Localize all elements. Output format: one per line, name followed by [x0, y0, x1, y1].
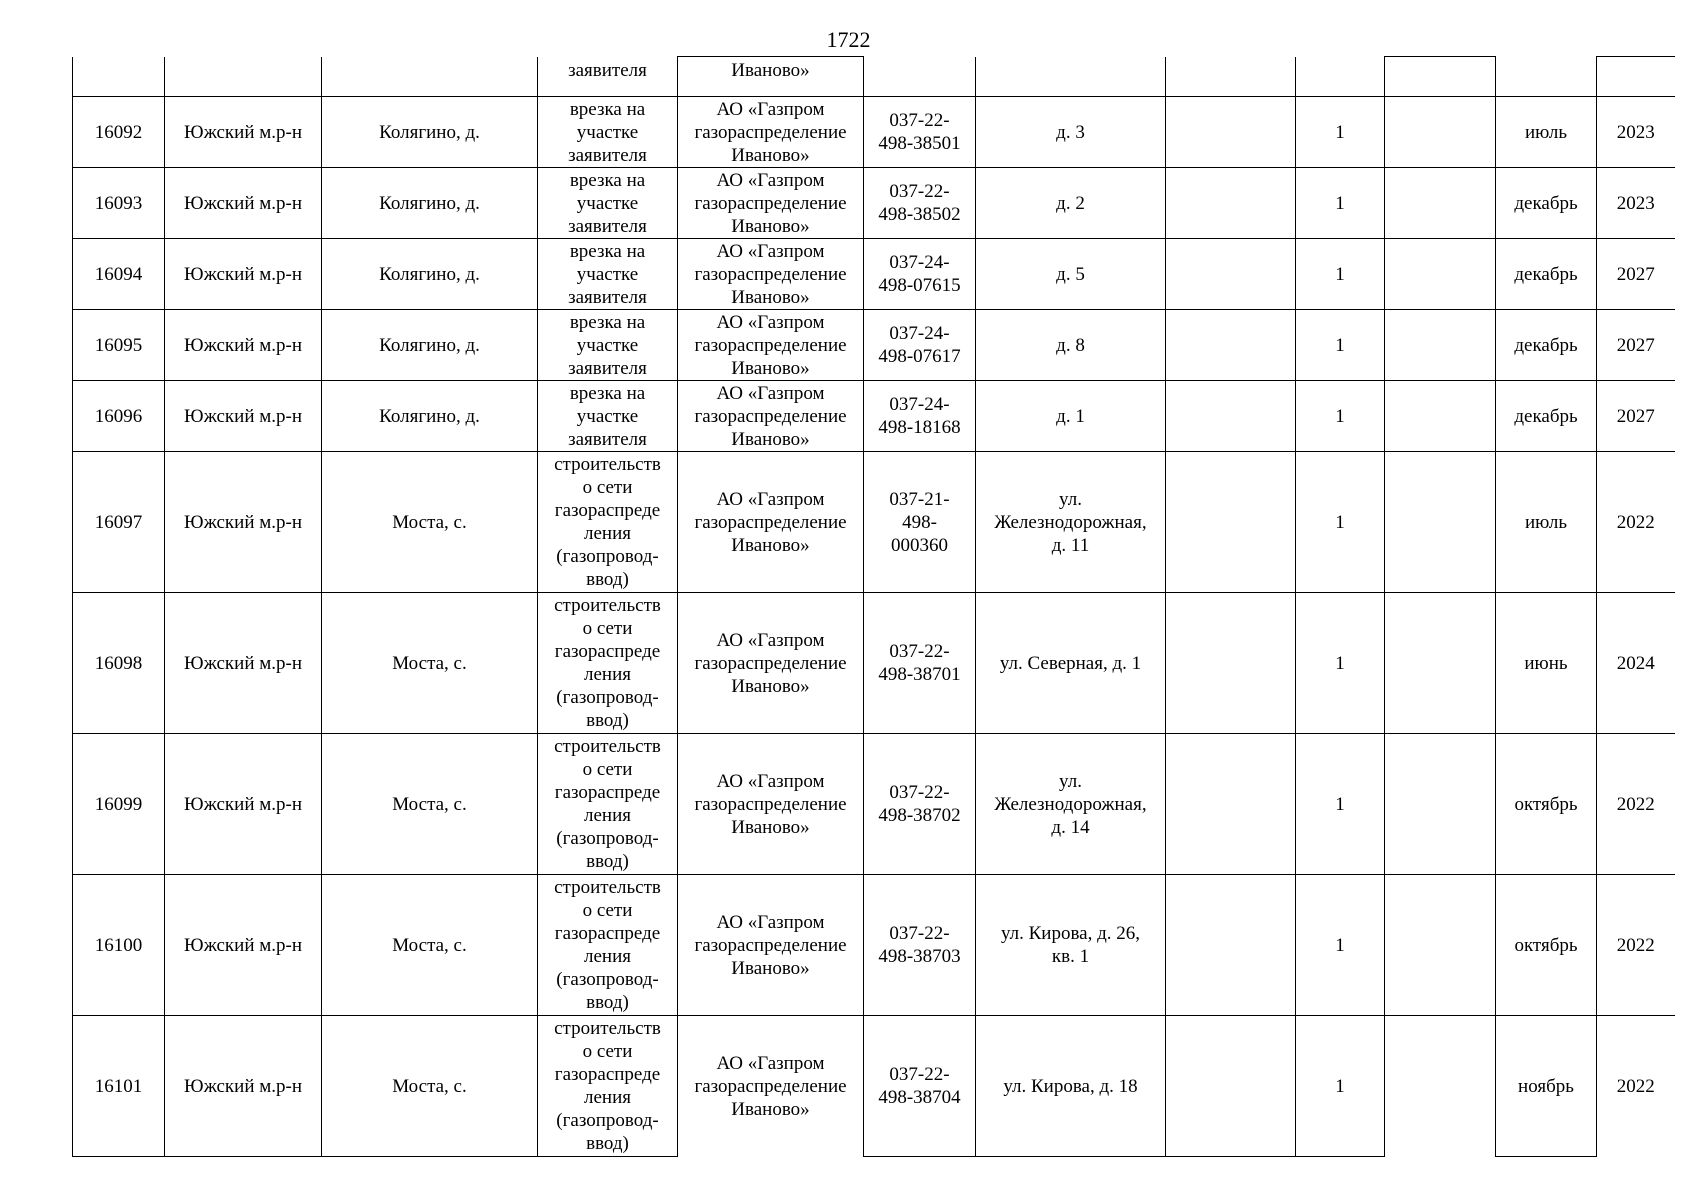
cell-month: июнь: [1496, 593, 1597, 734]
cell-address: д. 8: [976, 310, 1166, 381]
cell-locality: Моста, с.: [322, 593, 538, 734]
table-row: [73, 875, 1675, 1016]
cell-address: ул. Железнодорожная, д. 14: [976, 734, 1166, 875]
cell-code: 037-22- 498-38501: [864, 97, 976, 168]
cell-district: Южский м.р-н: [165, 310, 322, 381]
cell-organization: АО «Газпром газораспределение Иваново»: [678, 97, 864, 168]
cell-locality: Моста, с.: [322, 734, 538, 875]
cell-address: д. 5: [976, 239, 1166, 310]
cell-address: д. 2: [976, 168, 1166, 239]
cell-number: 16101: [73, 1016, 165, 1157]
cell-year: [1597, 57, 1675, 97]
cell-empty: [1385, 593, 1496, 734]
cell-year: 2022: [1597, 1016, 1675, 1157]
cell-address: ул. Железнодорожная, д. 11: [976, 452, 1166, 593]
cell-district: Южский м.р-н: [165, 1016, 322, 1157]
cell-quantity: 1: [1296, 875, 1385, 1016]
cell-organization: АО «Газпром газораспределение Иваново»: [678, 452, 864, 593]
table-row: [73, 168, 1675, 239]
cell-connection-type: строительств о сети газораспреде ления (газопровод- ввод): [538, 452, 678, 593]
cell-month: июль: [1496, 452, 1597, 593]
cell-locality: Моста, с.: [322, 875, 538, 1016]
cell-year: 2022: [1597, 452, 1675, 593]
cell-code: 037-24- 498-07617: [864, 310, 976, 381]
cell-organization: АО «Газпром газораспределение Иваново»: [678, 168, 864, 239]
cell-number: [73, 57, 165, 97]
cell-code: 037-22- 498-38704: [864, 1016, 976, 1157]
cell-address: ул. Северная, д. 1: [976, 593, 1166, 734]
cell-number: 16098: [73, 593, 165, 734]
cell-quantity: 1: [1296, 734, 1385, 875]
cell-quantity: 1: [1296, 310, 1385, 381]
cell-organization: АО «Газпром газораспределение Иваново»: [678, 239, 864, 310]
cell-number: 16099: [73, 734, 165, 875]
table-row: [73, 734, 1675, 875]
cell-connection-type: врезка на участке заявителя: [538, 97, 678, 168]
cell-empty: [1166, 381, 1296, 452]
cell-code: 037-22- 498-38502: [864, 168, 976, 239]
cell-district: Южский м.р-н: [165, 168, 322, 239]
table-row: [73, 381, 1675, 452]
table-body: [73, 57, 1675, 1157]
cell-empty: [1385, 1016, 1496, 1157]
cell-empty: [1385, 310, 1496, 381]
cell-year: 2022: [1597, 875, 1675, 1016]
cell-number: 16100: [73, 875, 165, 1016]
table-row: [73, 452, 1675, 593]
cell-connection-type: врезка на участке заявителя: [538, 168, 678, 239]
cell-month: декабрь: [1496, 381, 1597, 452]
cell-connection-type: строительств о сети газораспреде ления (газопровод- ввод): [538, 593, 678, 734]
table-row: [73, 1016, 1675, 1157]
cell-code: 037-21- 498- 000360: [864, 452, 976, 593]
cell-empty: [1166, 1016, 1296, 1157]
cell-code: 037-22- 498-38701: [864, 593, 976, 734]
cell-connection-type: строительств о сети газораспреде ления (газопровод- ввод): [538, 1016, 678, 1157]
cell-year: 2027: [1597, 239, 1675, 310]
cell-locality: Колягино, д.: [322, 239, 538, 310]
cell-district: Южский м.р-н: [165, 239, 322, 310]
cell-month: октябрь: [1496, 734, 1597, 875]
gas-connection-table: [72, 56, 1675, 1157]
cell-empty: [1385, 381, 1496, 452]
cell-month: декабрь: [1496, 239, 1597, 310]
cell-address: д. 1: [976, 381, 1166, 452]
cell-empty: [1385, 97, 1496, 168]
cell-code: [864, 57, 976, 97]
cell-district: Южский м.р-н: [165, 875, 322, 1016]
cell-organization: АО «Газпром газораспределение Иваново»: [678, 1016, 864, 1157]
cell-locality: Моста, с.: [322, 452, 538, 593]
cell-quantity: 1: [1296, 97, 1385, 168]
table-row: [73, 593, 1675, 734]
cell-empty: [1166, 452, 1296, 593]
cell-quantity: [1296, 57, 1385, 97]
cell-address: ул. Кирова, д. 18: [976, 1016, 1166, 1157]
cell-month: декабрь: [1496, 168, 1597, 239]
cell-month: октябрь: [1496, 875, 1597, 1016]
cell-organization: АО «Газпром газораспределение Иваново»: [678, 875, 864, 1016]
cell-month: июль: [1496, 97, 1597, 168]
cell-connection-type: врезка на участке заявителя: [538, 239, 678, 310]
cell-connection-type: врезка на участке заявителя: [538, 310, 678, 381]
cell-number: 16095: [73, 310, 165, 381]
cell-address: д. 3: [976, 97, 1166, 168]
cell-quantity: 1: [1296, 452, 1385, 593]
cell-empty: [1166, 734, 1296, 875]
cell-district: Южский м.р-н: [165, 97, 322, 168]
cell-connection-type: строительств о сети газораспреде ления (газопровод- ввод): [538, 734, 678, 875]
cell-number: 16092: [73, 97, 165, 168]
cell-district: Южский м.р-н: [165, 452, 322, 593]
cell-number: 16093: [73, 168, 165, 239]
cell-empty: [1385, 452, 1496, 593]
cell-empty: [1166, 310, 1296, 381]
cell-district: Южский м.р-н: [165, 593, 322, 734]
cell-empty: [1166, 97, 1296, 168]
cell-locality: Колягино, д.: [322, 310, 538, 381]
cell-organization: Иваново»: [678, 57, 864, 97]
cell-locality: Колягино, д.: [322, 381, 538, 452]
cell-empty: [1385, 734, 1496, 875]
cell-empty: [1385, 239, 1496, 310]
cell-year: 2027: [1597, 381, 1675, 452]
cell-empty: [1385, 57, 1496, 97]
table-row: [73, 310, 1675, 381]
cell-locality: Колягино, д.: [322, 168, 538, 239]
cell-code: 037-22- 498-38703: [864, 875, 976, 1016]
cell-district: [165, 57, 322, 97]
cell-year: 2023: [1597, 168, 1675, 239]
cell-empty: [1385, 875, 1496, 1016]
cell-address: ул. Кирова, д. 26, кв. 1: [976, 875, 1166, 1016]
cell-year: 2022: [1597, 734, 1675, 875]
cell-empty: [1166, 168, 1296, 239]
cell-connection-type: строительств о сети газораспреде ления (газопровод- ввод): [538, 875, 678, 1016]
cell-empty: [1385, 168, 1496, 239]
cell-quantity: 1: [1296, 168, 1385, 239]
cell-quantity: 1: [1296, 239, 1385, 310]
page-number: 1722: [826, 27, 871, 52]
cell-empty: [1166, 239, 1296, 310]
cell-connection-type: заявителя: [538, 57, 678, 97]
cell-organization: АО «Газпром газораспределение Иваново»: [678, 310, 864, 381]
cell-year: 2024: [1597, 593, 1675, 734]
cell-number: 16094: [73, 239, 165, 310]
table-row: [73, 97, 1675, 168]
continuation-row: [73, 57, 1675, 97]
cell-empty: [1166, 57, 1296, 97]
cell-month: ноябрь: [1496, 1016, 1597, 1157]
cell-code: 037-24- 498-07615: [864, 239, 976, 310]
cell-year: 2023: [1597, 97, 1675, 168]
cell-locality: Моста, с.: [322, 1016, 538, 1157]
cell-district: Южский м.р-н: [165, 734, 322, 875]
cell-code: 037-24- 498-18168: [864, 381, 976, 452]
cell-quantity: 1: [1296, 1016, 1385, 1157]
cell-empty: [1166, 593, 1296, 734]
table-row: [73, 239, 1675, 310]
cell-organization: АО «Газпром газораспределение Иваново»: [678, 734, 864, 875]
cell-code: 037-22- 498-38702: [864, 734, 976, 875]
cell-empty: [1166, 875, 1296, 1016]
cell-month: [1496, 57, 1597, 97]
cell-organization: АО «Газпром газораспределение Иваново»: [678, 381, 864, 452]
cell-locality: [322, 57, 538, 97]
cell-year: 2027: [1597, 310, 1675, 381]
cell-number: 16096: [73, 381, 165, 452]
cell-quantity: 1: [1296, 593, 1385, 734]
cell-locality: Колягино, д.: [322, 97, 538, 168]
cell-month: декабрь: [1496, 310, 1597, 381]
cell-organization: АО «Газпром газораспределение Иваново»: [678, 593, 864, 734]
cell-number: 16097: [73, 452, 165, 593]
cell-district: Южский м.р-н: [165, 381, 322, 452]
cell-quantity: 1: [1296, 381, 1385, 452]
cell-connection-type: врезка на участке заявителя: [538, 381, 678, 452]
cell-address: [976, 57, 1166, 97]
